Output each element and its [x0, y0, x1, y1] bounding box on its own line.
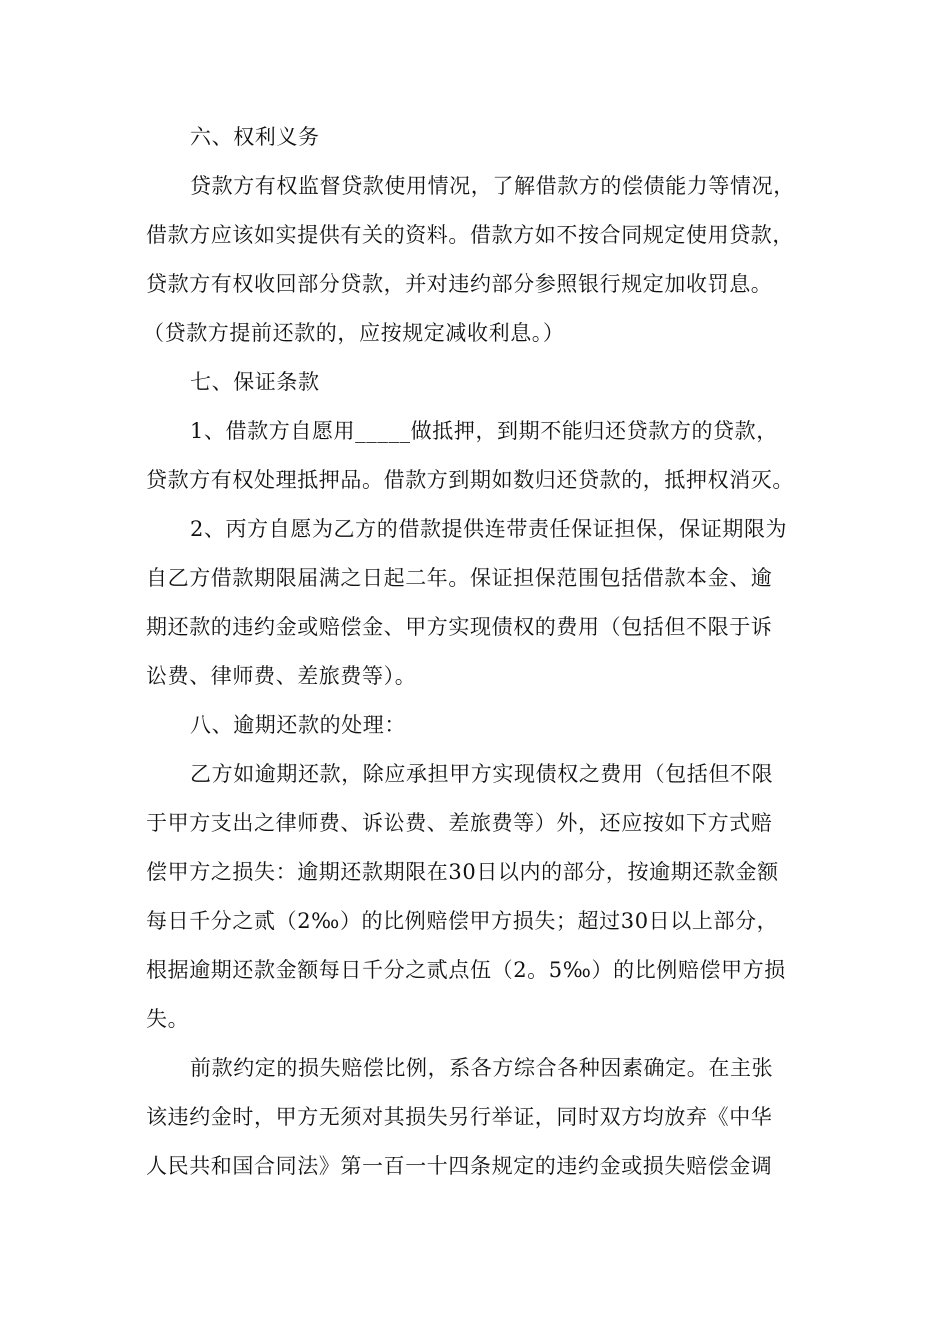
paragraph-line: 乙方如逾期还款，除应承担甲方实现债权之费用（包括但不限 — [190, 762, 774, 786]
paragraph-line: 贷款方有权处理抵押品。借款方到期如数归还贷款的，抵押权消灭。 — [146, 468, 794, 492]
paragraph-line: 于甲方支出之律师费、诉讼费、差旅费等）外，还应按如下方式赔 — [146, 811, 773, 835]
section-heading-rights-obligations: 六、权利义务 — [190, 125, 320, 149]
paragraph-line: 根据逾期还款金额每日千分之贰点伍（2。5‰）的比例赔偿甲方损 — [146, 958, 786, 982]
paragraph-line: 每日千分之贰（2‰）的比例赔偿甲方损失；超过30日以上部分， — [146, 909, 779, 933]
paragraph-line: 贷款方有权监督贷款使用情况，了解借款方的偿债能力等情况， — [190, 174, 795, 198]
paragraph-line: 2、丙方自愿为乙方的借款提供连带责任保证担保，保证期限为 — [190, 517, 788, 541]
paragraph-line: 前款约定的损失赔偿比例，系各方综合各种因素确定。在主张 — [190, 1056, 774, 1080]
paragraph-line: 失。 — [146, 1007, 190, 1031]
paragraph-line: 偿甲方之损失：逾期还款期限在30日以内的部分，按逾期还款金额 — [146, 860, 779, 884]
paragraph-line: 该违约金时，甲方无须对其损失另行举证，同时双方均放弃《中华 — [146, 1105, 773, 1129]
paragraph-line: 贷款方有权收回部分贷款，并对违约部分参照银行规定加收罚息。 — [146, 272, 773, 296]
paragraph-line: 1、借款方自愿用_____做抵押，到期不能归还贷款方的贷款， — [190, 419, 778, 443]
section-heading-overdue: 八、逾期还款的处理： — [190, 713, 406, 737]
section-heading-guarantee: 七、保证条款 — [190, 370, 320, 394]
paragraph-line: 期还款的违约金或赔偿金、甲方实现债权的费用（包括但不限于诉 — [146, 615, 773, 639]
paragraph-line: （贷款方提前还款的，应按规定减收利息。） — [143, 321, 565, 345]
paragraph-line: 自乙方借款期限届满之日起二年。保证担保范围包括借款本金、逾 — [146, 566, 773, 590]
paragraph-line: 借款方应该如实提供有关的资料。借款方如不按合同规定使用贷款， — [146, 223, 794, 247]
paragraph-line: 人民共和国合同法》第一百一十四条规定的违约金或损失赔偿金调 — [146, 1154, 773, 1178]
paragraph-line: 讼费、律师费、差旅费等）。 — [146, 664, 417, 688]
